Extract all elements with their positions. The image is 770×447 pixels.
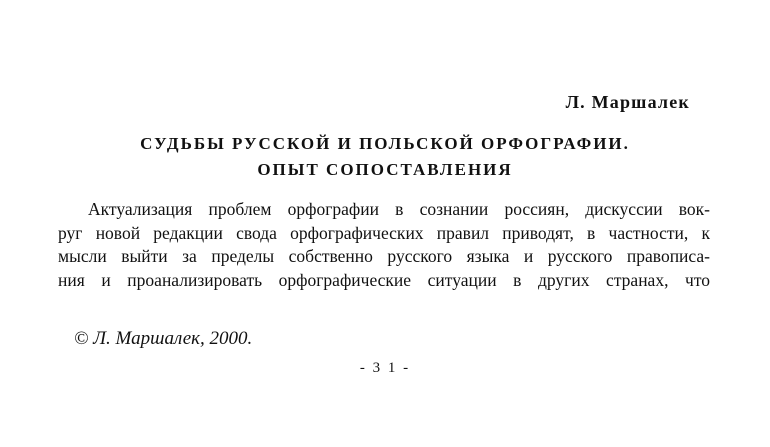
article-title-line-2: ОПЫТ СОПОСТАВЛЕНИЯ: [257, 160, 513, 179]
author-name: Л. Маршалек: [565, 92, 690, 112]
body-line: ния и проанализировать орфографические ситуации в других странах, что: [58, 269, 710, 290]
body-line: руг новой редакции свода орфографических правил приводят, в частности, к: [58, 222, 710, 243]
body-line: Актуализация проблем орфографии в сознании россиян, дискуссии вок-: [88, 199, 710, 219]
body-line: мысли выйти за пределы собственно русского языка и русского правописа-: [58, 246, 710, 266]
page-number: - 3 1 -: [359, 360, 411, 376]
copyright-notice: © Л. Маршалек, 2000.: [74, 328, 253, 349]
article-title-line-1: СУДЬБЫ РУССКОЙ И ПОЛЬСКОЙ ОРФОГРАФИИ.: [140, 134, 630, 153]
body-paragraph: [58, 198, 710, 292]
